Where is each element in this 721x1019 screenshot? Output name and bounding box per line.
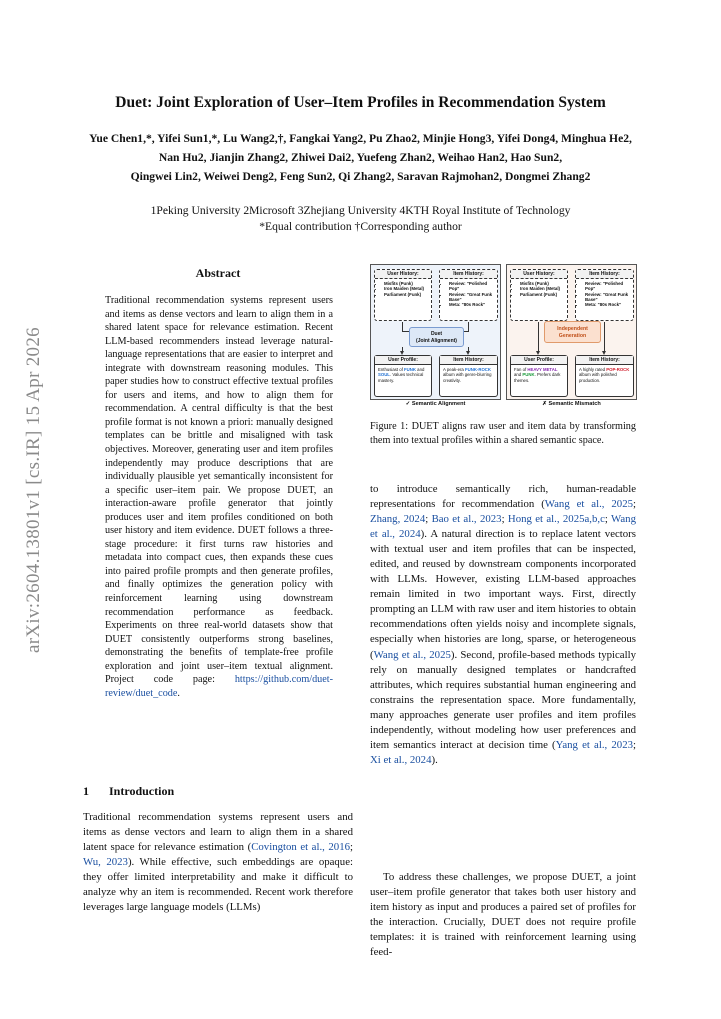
body-text: ). bbox=[431, 753, 438, 766]
center-sublabel: Generation bbox=[558, 333, 587, 339]
center-label: Duet bbox=[430, 331, 443, 337]
project-code-link[interactable]: https://github.com/duet-review/duet_code bbox=[105, 674, 334, 699]
box-header: Item History: bbox=[440, 270, 497, 279]
connector-line bbox=[604, 322, 605, 352]
connector-line bbox=[402, 331, 409, 332]
section-title: Introduction bbox=[109, 784, 175, 798]
highlight-term: FUNK-ROCK bbox=[464, 367, 492, 372]
profile-text bbox=[375, 365, 431, 385]
panel-caption-alignment: ✓ Semantic Alignment bbox=[405, 401, 466, 407]
panel-joint-alignment bbox=[370, 264, 501, 400]
user-profile-box bbox=[374, 355, 432, 397]
citation-link[interactable]: Yang et al., 2023 bbox=[555, 738, 633, 751]
highlight-term: PUNK bbox=[522, 372, 535, 378]
right-paragraph-2: To address these challenges, we propose DUET, a joint user–item profile generator that takes both user history and item history as input and produces a paired set of profiles for the interaction. Crucially, DUET does not require profile templates: it is trained with reinforcement learning using feed- bbox=[370, 871, 636, 959]
user-history-box bbox=[374, 269, 432, 321]
history-item: • Iron Maiden (Metal) bbox=[520, 286, 565, 291]
panel-independent-generation bbox=[506, 264, 637, 400]
box-header: User History: bbox=[511, 270, 567, 279]
affiliations-block bbox=[40, 203, 681, 235]
history-item: • Misfits (Punk) bbox=[384, 281, 429, 286]
box-header: User Profile: bbox=[511, 356, 567, 365]
center-label: Independent bbox=[557, 326, 588, 332]
citation-link[interactable]: Wang et al., 2024 bbox=[370, 513, 636, 541]
connector-line bbox=[402, 322, 403, 331]
box-header: User History: bbox=[375, 270, 431, 279]
body-text: ). Second, profile-based methods typically rely on manually designed templates or handcrafted attributes, which requires substantial human engineering and constrains the representation space. More fundamentally, many approaches generate user profiles and item profiles independently, without modeling how user preferences and item semantics interact at decision time ( bbox=[370, 648, 636, 751]
profile-fragment: album with polished production. bbox=[579, 372, 617, 383]
box-header: User Profile: bbox=[375, 356, 431, 365]
section-heading-introduction bbox=[83, 784, 353, 799]
citation-link[interactable]: Xi et al., 2024 bbox=[370, 753, 432, 766]
abstract-heading: Abstract bbox=[195, 266, 241, 280]
item-profile-box bbox=[575, 355, 634, 397]
history-item: • Review: "Polished Pop" bbox=[449, 281, 495, 292]
citation-link[interactable]: Covington et al., 2016 bbox=[251, 841, 350, 854]
citation-link[interactable]: Hong et al., 2025a,b,c bbox=[507, 513, 605, 526]
profile-fragment: A highly rated bbox=[579, 367, 607, 372]
history-item: • Iron Maiden (Metal) bbox=[384, 286, 429, 291]
item-profile-box bbox=[439, 355, 498, 397]
highlight-term: POP-ROCK bbox=[606, 367, 630, 372]
contribution-note: *Equal contribution †Corresponding author bbox=[259, 220, 462, 233]
author-list bbox=[40, 129, 681, 186]
citation-link[interactable]: Bao et al., 2023 bbox=[431, 513, 502, 526]
section-number: 1 bbox=[83, 784, 89, 798]
profile-fragment: and bbox=[514, 372, 523, 378]
profile-fragment: A peak-era bbox=[443, 367, 465, 372]
history-item: • Review: "Great Funk Base" bbox=[585, 292, 631, 303]
box-header: Item History: bbox=[440, 356, 497, 365]
user-profile-box bbox=[510, 355, 568, 397]
body-text: ). A natural direction is to replace latent vectors with textual user and item profiles that can be inspected, edited, and reused by downstream components incorporated with LLMs. However, existing LLM-based approaches remain limited in two important ways. First, directly prompting an LLM with raw user and item histories to obtain recommendations often yields noisy and incomplete signals, especially when histories are long, sparse, or heterogeneous ( bbox=[370, 528, 636, 661]
affiliations: 1Peking University 2Microsoft 3Zhejiang University 4KTH Royal Institute of Technology bbox=[150, 204, 571, 217]
right-paragraph-1: to introduce semantically rich, human-readable representations for recommendation (Wang et al., 2025; Zhang, 2024; Bao et al., 2023; Hong et al., 2025a,b,c; Wang et al., 2024). A natural direction is to replace latent vectors with textual user and item profiles that can be inspected, edited, and reused by downstream components incorporated with LLMs. However, existing LLM-based approaches remain limited in two important ways. First, directly prompting an LLM with raw user and item histories to obtain recommendations often yields noisy and incomplete signals, especially when histories are long, sparse, or heterogeneous (Wang et al., 2025). Second, profile-based methods typically rely on manually designed templates or handcrafted attributes, which requires substantial human engineering and constrains the representation space. More fundamentally, many approaches generate user profiles and item profiles independently, without modeling how user preferences and item semantics interact at decision time (Yang et al., 2023; Xi et al., 2024). bbox=[370, 483, 636, 766]
box-header: Item History: bbox=[576, 270, 633, 279]
highlight-term: HEAVY METAL bbox=[527, 367, 558, 372]
highlight-term: FUNK bbox=[404, 367, 416, 372]
profile-fragment: . Values technical mastery. bbox=[378, 372, 424, 383]
history-item: • Review: "Polished Pop" bbox=[585, 281, 631, 292]
citation-link[interactable]: Zhang, 2024 bbox=[370, 513, 426, 526]
profile-text bbox=[440, 365, 497, 385]
profile-fragment: . Prefers dark themes. bbox=[514, 372, 561, 383]
profile-fragment: album with genre-blurring creativity. bbox=[443, 372, 492, 383]
figure-1 bbox=[370, 264, 638, 410]
independent-generation-box bbox=[544, 321, 601, 343]
profile-text bbox=[511, 365, 567, 385]
profile-fragment: Fan of bbox=[514, 367, 528, 372]
panel-caption-mismatch: ✗ Semantic Mismatch bbox=[542, 401, 601, 407]
abstract-body bbox=[105, 294, 333, 700]
author-line-2: Nan Hu2, Jianjin Zhang2, Zhiwei Dai2, Yuefeng Zhan2, Weihao Han2, Hao Sun2, bbox=[158, 151, 563, 164]
highlight-term: SOUL bbox=[378, 372, 390, 378]
connector-line bbox=[464, 331, 469, 332]
box-header: Item History: bbox=[576, 356, 633, 365]
author-line-1: Yue Chen1,*, Yifei Sun1,*, Lu Wang2,†, Fangkai Yang2, Pu Zhao2, Minjie Hong3, Yifei Dong4, Minghua He2, bbox=[89, 132, 632, 145]
arxiv-stamp bbox=[20, 300, 48, 680]
author-line-3: Qingwei Lin2, Weiwei Deng2, Feng Sun2, Qi Zhang2, Saravan Rajmohan2, Dongmei Zhang2 bbox=[130, 170, 591, 183]
history-item: • Parliament (Funk) bbox=[384, 292, 429, 297]
profile-fragment: and bbox=[415, 367, 425, 372]
history-item: • Parliament (Funk) bbox=[520, 292, 565, 297]
history-item: • Misfits (Punk) bbox=[520, 281, 565, 286]
figure-caption: Figure 1: DUET aligns raw user and item data by transforming them into textual profiles within a shared semantic space. bbox=[370, 421, 636, 446]
item-history-box bbox=[439, 269, 498, 321]
duet-joint-alignment-box bbox=[409, 327, 464, 347]
history-item: • Review: "Great Funk Base" bbox=[449, 292, 495, 303]
item-history-box bbox=[575, 269, 634, 321]
paper-title: Duet: Joint Exploration of User–Item Profiles in Recommendation System bbox=[115, 94, 606, 111]
citation-link[interactable]: Wang et al., 2025 bbox=[373, 648, 451, 661]
body-text: to introduce semantically rich, human-readable representations for recommendation ( bbox=[370, 483, 636, 511]
citation-link[interactable]: Wang et al., 2025 bbox=[544, 498, 633, 511]
center-sublabel: (Joint Alignment) bbox=[416, 338, 457, 344]
arxiv-id: arXiv:2604.13801v1 [cs.IR] 15 Apr 2026 bbox=[23, 327, 45, 653]
intro-text: Traditional recommendation systems represent users and items as dense vectors and learn to align them in a shared latent space for relevance estimation ( bbox=[83, 811, 353, 854]
citation-link[interactable]: Wu, 2023 bbox=[83, 856, 128, 869]
user-history-box bbox=[510, 269, 568, 321]
abstract-end: . bbox=[177, 687, 180, 699]
history-item: • Meta: "80s Rock" bbox=[585, 302, 631, 307]
connector-line bbox=[468, 322, 469, 331]
profile-fragment: Enthusiast of bbox=[378, 367, 405, 372]
citation-separator: ; bbox=[350, 841, 353, 854]
abstract-text: Traditional recommendation systems represent users and items as dense vectors and learn to align them in a shared latent space for relevance estimation. Recent LLM-based recommenders instead leverage natural-language representations that are easier to interpret and integrate with downstream reasoning modules. This paper studies how to construct effective textual profiles for users and items, and how to align them for recommendation. A central difficulty is that the best profile format is not known a priori: manually designed templates can be brittle and misaligned with task objectives. Moreover, generating user and item profiles independently may produce descriptions that are individually plausible yet semantically inconsistent for a specific user–item pair. We propose DUET, an interaction-aware profile generator that jointly produces user and item profiles conditioned on both user history and item evidence. DUET follows a three-stage procedure: it first turns raw histories and metadata into compact cues, then expands these cues into paired profile prompts and then generate profiles, and finally optimizes the generation policy with reinforcement learning using downstream recommendation performance as feedback. Experiments on three real-world datasets show that DUET consistently outperforms strong baselines, demonstrating the benefits of template-free profile exploration and joint user–item textual alignment. Project code page: bbox=[105, 295, 333, 686]
intro-paragraph-1 bbox=[83, 810, 353, 915]
history-item: • Meta: "80s Rock" bbox=[449, 302, 495, 307]
intro-text: ). While effective, such embeddings are opaque: they offer limited interpretability and make it difficult to analyze why an item is recommended. Recent work therefore leverages large language models (LLMs) bbox=[83, 856, 353, 914]
connector-line bbox=[538, 322, 539, 352]
profile-text bbox=[576, 365, 633, 385]
